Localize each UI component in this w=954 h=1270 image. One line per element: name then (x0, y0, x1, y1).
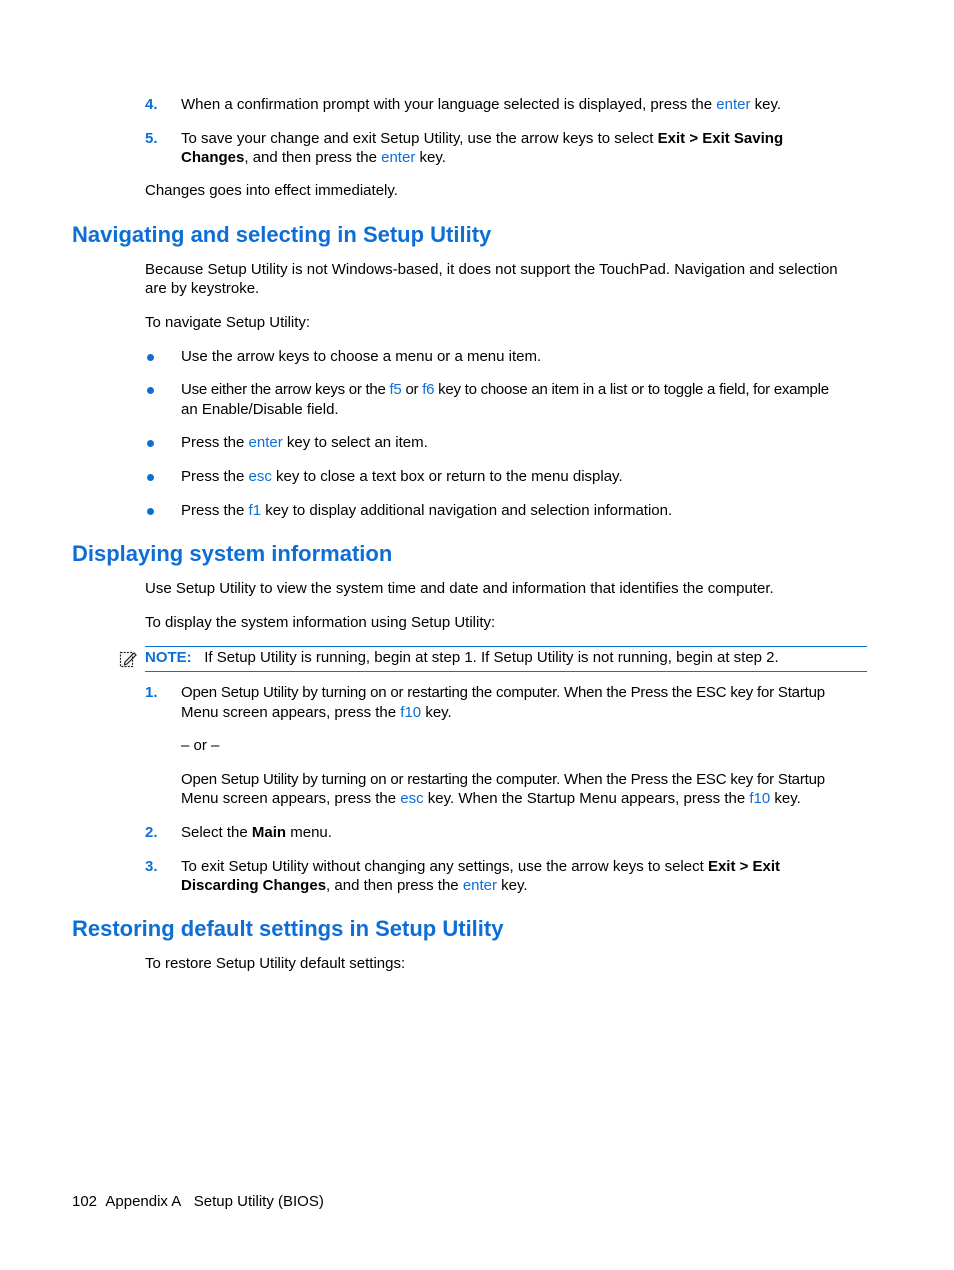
bullet-dot-icon (147, 508, 154, 515)
step-text-part: key. (770, 790, 801, 807)
step-number: 2. (145, 824, 158, 841)
note-label: NOTE: (145, 649, 192, 666)
step-text-part: Menu screen appears, press the (181, 704, 401, 721)
step-text (181, 148, 446, 168)
bullet-dot-icon (147, 474, 154, 481)
list-item-part: Press the (181, 434, 249, 451)
menu-path: Discarding Changes (181, 877, 327, 894)
step-text: Open Setup Utility by turning on or restarting the computer. When the Press the ESC key for Startup (181, 771, 825, 788)
paragraph: Because Setup Utility is not Windows-based, it does not support the TouchPad. Navigation and selection (145, 261, 838, 278)
bullet-dot-icon (147, 440, 154, 447)
step-text-part: To save your change and exit Setup Utility, use the arrow keys to select (181, 130, 658, 147)
list-item-part: Press the (181, 502, 249, 519)
step-text (181, 857, 780, 877)
step-text (181, 876, 528, 896)
footer-title: Setup Utility (BIOS) (193, 1193, 324, 1210)
page-number: 102 (72, 1193, 98, 1210)
or-separator: – or – (181, 737, 220, 754)
key-name: enter (248, 434, 283, 451)
step-text-part: Select the (181, 824, 252, 841)
step-text-part: To exit Setup Utility without changing any settings, use the arrow keys to select (181, 858, 708, 875)
step-text (181, 823, 332, 843)
menu-path: Changes (181, 149, 245, 166)
step-text-part: key. (497, 877, 528, 894)
key-name: esc (248, 468, 272, 485)
list-item: Use the arrow keys to choose a menu or a menu item. (181, 348, 542, 365)
step-text-part: , and then press the (326, 877, 463, 894)
step-text-part: key. (421, 704, 452, 721)
step-text: Open Setup Utility by turning on or restarting the computer. When the Press the ESC key for Startup (181, 684, 825, 701)
paragraph: To navigate Setup Utility: (145, 314, 311, 331)
list-item-part: Press the (181, 468, 249, 485)
list-item-part: key to display additional navigation and selection information. (261, 502, 673, 519)
step-number: 1. (145, 684, 158, 701)
step-number: 5. (145, 130, 158, 147)
key-name: f10 (749, 790, 771, 807)
step-text-part: key. (750, 96, 782, 113)
menu-path: Exit > Exit Saving (657, 130, 784, 147)
key-name: f1 (248, 502, 262, 519)
footer-chapter: Appendix A (105, 1193, 182, 1210)
note-pencil-icon (118, 649, 138, 673)
step-text (181, 789, 801, 809)
section-heading: Restoring default settings in Setup Utility (72, 916, 504, 941)
step-number: 3. (145, 858, 158, 875)
key-name: f5 (389, 381, 402, 398)
list-item-part: key to select an item. (282, 434, 428, 451)
paragraph: Use Setup Utility to view the system time and date and information that identifies the computer. (145, 580, 774, 597)
list-item: an Enable/Disable field. (181, 401, 339, 418)
step-text-part: Menu screen appears, press the (181, 790, 401, 807)
list-item (181, 467, 623, 487)
paragraph: Changes goes into effect immediately. (145, 182, 398, 199)
key-name: f10 (400, 704, 422, 721)
step-text (181, 95, 781, 115)
section-heading: Displaying system information (72, 541, 393, 566)
step-text (181, 129, 783, 149)
key-name: f6 (422, 381, 435, 398)
step-text-part: menu. (286, 824, 332, 841)
key-name: enter (462, 877, 498, 894)
list-item-part: key to choose an item in a list or to toggle a field, for example (434, 381, 829, 398)
step-text (181, 703, 452, 723)
menu-path: Main (251, 824, 287, 841)
step-number: 4. (145, 96, 158, 113)
list-item-part: Use either the arrow keys or the (181, 381, 390, 398)
bullet-dot-icon (147, 354, 154, 361)
paragraph: are by keystroke. (145, 280, 260, 297)
list-item-part: or (401, 381, 423, 398)
menu-path: Exit > Exit (707, 858, 781, 875)
paragraph: To restore Setup Utility default settings: (145, 955, 406, 972)
list-item (181, 433, 428, 453)
key-name: enter (716, 96, 751, 113)
page-footer (72, 1192, 324, 1212)
list-item (181, 380, 829, 400)
list-item-part: key to close a text box or return to the menu display. (271, 468, 623, 485)
step-text-part: key. (415, 149, 446, 166)
list-item (181, 501, 672, 521)
key-name: esc (400, 790, 424, 807)
section-heading: Navigating and selecting in Setup Utility (72, 222, 492, 247)
note-body: If Setup Utility is running, begin at step 1. If Setup Utility is not running, begin at step 2. (204, 649, 779, 666)
bullet-dot-icon (147, 387, 154, 394)
paragraph: To display the system information using Setup Utility: (145, 614, 496, 631)
step-text-part: When a confirmation prompt with your language selected is displayed, press the (181, 96, 717, 113)
step-text-part: , and then press the (244, 149, 382, 166)
key-name: enter (381, 149, 416, 166)
step-text-part: key. When the Startup Menu appears, press the (423, 790, 750, 807)
note-text (145, 648, 779, 668)
